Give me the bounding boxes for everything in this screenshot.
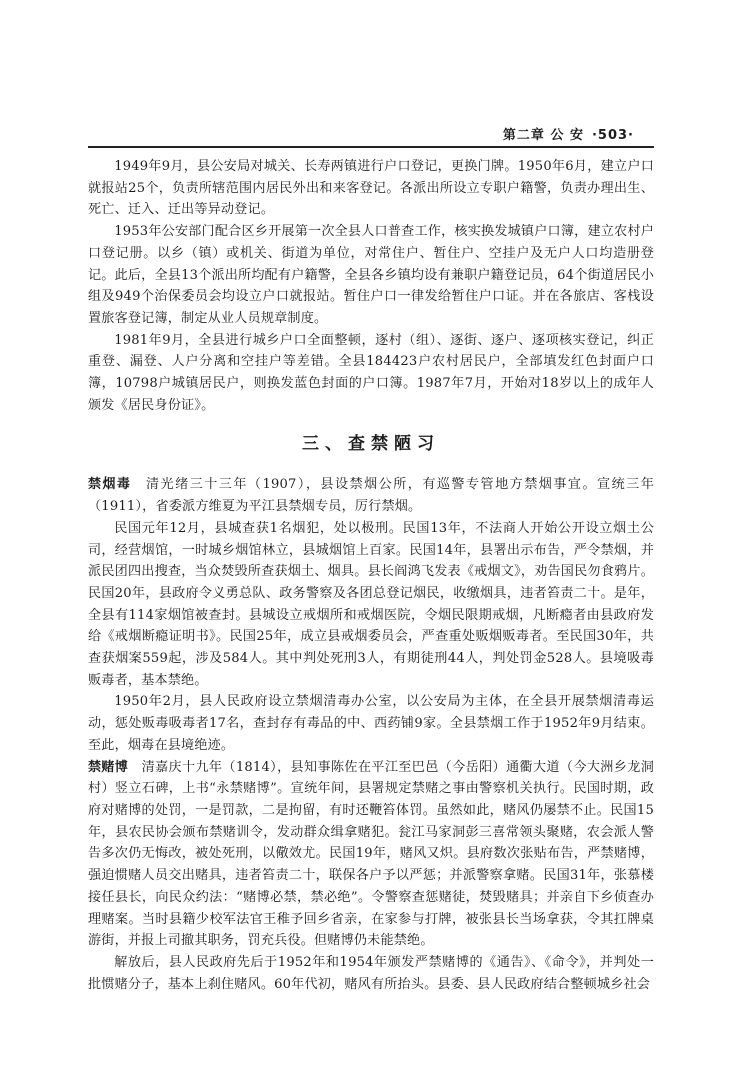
topic-label: 禁赌博 (88, 759, 129, 775)
topic-label: 禁烟毒 (88, 477, 132, 493)
header-rule (88, 146, 654, 148)
paragraph: 1949年9月，县公安局对城关、长寿两镇进行户口登记，更换门牌。1950年6月，建立户口就报站25个，负责所辖范围内居民外出和来客登记。各派出所设立专职户籍警，负责办理出生、死亡、迁入、迁出等异动登记。 (88, 159, 654, 218)
running-head (503, 124, 634, 143)
section-title: 三、查禁陋习 (302, 434, 440, 455)
topic-paragraph-opium (88, 474, 654, 517)
topic-paragraph-gambling (88, 757, 654, 952)
body-text (88, 156, 654, 995)
paragraph: 民国元年12月，县城查获1名烟犯，处以极刑。民国13年，不法商人开始公开设立烟土公司，经营烟馆，一时城乡烟馆林立，县城烟馆上百家。民国14年，县署出示布告，严令禁烟，并派民团四出搜查，当众焚毁所查获烟土、烟具。县长阎鸿飞发表《戒烟文》，劝告国民勿食鸦片。民国20年，县政府令义勇总队、政务警察及各团总登记烟民，收缴烟具，违者笞责二十。是年，全县有114家烟馆被查封。县城设立戒烟所和戒烟医院，令烟民限期戒烟，凡断瘾者由县政府发给《戒烟断瘾证明书》。民国25年，成立县戒烟委员会，严查重处贩烟贩毒者。至民国30年，共查获烟案559起，涉及584人。其中判处死刑3人，有期徒刑44人，判处罚金528人。县境吸毒贩毒者，基本禁绝。 (88, 520, 654, 688)
page-number: ·503· (591, 128, 634, 143)
topic-lead: 清嘉庆十九年（1814），县知事陈佐在平江至巴邑（今岳阳）通衢大道（今大洲乡龙洞村）竖立石碑，上书“永禁赌博”。宣统年间，县署规定禁赌之事由警察机关执行。民国时期，政府对赌博的处罚，一是罚款，二是拘留，有时还鞭笞体罚。虽然如此，赌风仍屡禁不止。民国15年，县农民协会颁布禁赌训令，发动群众缉拿赌犯。瓮江马家洞彭三喜常领头聚赌，农会派人警告多次仍无悔改，被处死刑，以儆效尤。民国19年，赌风又炽。县府数次张贴布告，严禁赌博，强迫惯赌人员交出赌具，违者笞责二十，联保各户予以严惩；并派警察拿赌。民国31年，张慕楼接任县长，向民众约法：“赌博必禁，禁必绝”。令警察查惩赌徒，焚毁赌具；并亲自下乡侦查办理赌案。当时县籍少校军法官王稚予回乡省亲，在家参与打牌，被张县长当场拿获，令其扛牌桌游街，并报上司撤其职务，罚充兵役。但赌博仍未能禁绝。 (88, 759, 654, 949)
paragraph: 1981年9月，全县进行城乡户口全面整顿，逐村（组）、逐街、逐户、逐项核实登记，纠正重登、漏登、人户分离和空挂户等差错。全县184423户农村居民户，全部填发红色封面户口簿，10798户城镇居民户，则换发蓝色封面的户口簿。1987年7月，开始对18岁以上的成年人颁发《居民身份证》。 (88, 332, 654, 413)
paragraph: 解放后，县人民政府先后于1952年和1954年颁发严禁赌博的《通告》、《命令》，并判处一批惯赌分子，基本上刹住赌风。60年代初，赌风有所抬头。县委、县人民政府结合整顿城乡社会 (88, 954, 654, 992)
topic-lead: 清光绪三十三年（1907），县设禁烟公所，有巡警专管地方禁烟事宜。宣统三年（1911），省委派方维夏为平江县禁烟专员，厉行禁烟。 (88, 477, 654, 515)
paragraph: 1950年2月，县人民政府设立禁烟清毒办公室，以公安局为主体，在全县开展禁烟清毒运动，惩处贩毒吸毒者17名，查封存有毒品的中、西药铺9家。全县禁烟工作于1952年9月结束。至此，烟毒在县境绝迹。 (88, 694, 654, 753)
paragraph: 1953年公安部门配合区乡开展第一次全县人口普查工作，核实换发城镇户口簿，建立农村户口登记册。以乡（镇）或机关、街道为单位，对常住户、暂住户、空挂户及无户人口均造册登记。此后，全县13个派出所均配有户籍警，全县各乡镇均设有兼职户籍登记员，64个街道居民小组及949个治保委员会均设立户口就报站。暂住户口一律发给暂住户口证。并在各旅店、客栈设置旅客登记簿，制定从业人员规章制度。 (88, 224, 654, 326)
chapter-title: 第二章 公 安 (502, 128, 584, 143)
